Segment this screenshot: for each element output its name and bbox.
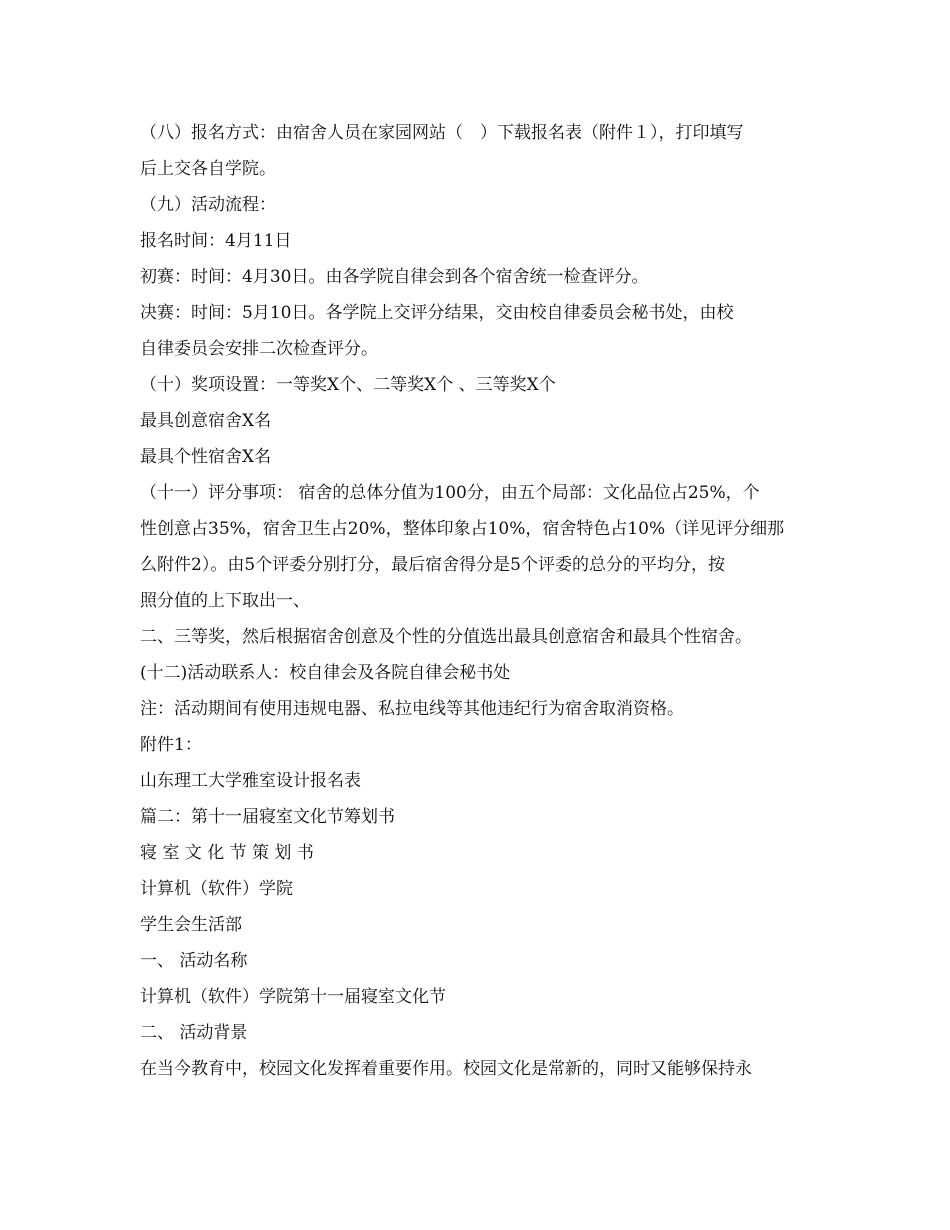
text-line: 注：活动期间有使用违规电器、私拉电线等其他违纪行为宿舍取消资格。 [140,699,684,719]
text-line: 自律委员会安排二次检查评分。 [140,339,378,359]
text-line: （十）奖项设置：一等奖X个、二等奖X个 、三等奖X个 [140,375,556,395]
text-line: 照分值的上下取出一、 [140,591,310,611]
text-line: 么附件2）。由5个评委分别打分，最后宿舍得分是5个评委的总分的平均分，按 [140,555,725,575]
section-heading: 二、 活动背景 [140,1023,248,1043]
text-line: 性创意占35%，宿舍卫生占20%，整体印象占10%，宿舍特色占10%（详见评分细那 [140,519,785,539]
text-line: 附件1： [140,735,202,755]
text-line: 在当今教育中，校园文化发挥着重要作用。校园文化是常新的，同时又能够保持永 [140,1059,752,1079]
section-heading: 篇二：第十一届寝室文化节筹划书 [140,807,395,827]
text-line: （九）活动流程： [140,195,276,215]
text-line: （八）报名方式：由宿舍人员在家园网站（ ）下载报名表（附件１），打印填写 [140,123,744,143]
text-line: 报名时间：4月11日 [140,231,292,251]
text-line: 学生会生活部 [140,915,242,935]
text-line: （十一）评分事项： 宿舍的总体分值为100分，由五个局部：文化品位占25%，个 [140,483,760,503]
text-line: 计算机（软件）学院第十一届寝室文化节 [140,987,446,1007]
text-line: 后上交各自学院。 [140,159,276,179]
text-line: 山东理工大学雅室设计报名表 [140,771,361,791]
text-line: 决赛：时间：5月10日。各学院上交评分结果，交由校自律委员会秘书处，由校 [140,303,734,323]
text-line: 最具个性宿舍X名 [140,447,272,467]
text-line: 最具创意宿舍X名 [140,411,272,431]
text-line: 二、三等奖，然后根据宿舍创意及个性的分值选出最具创意宿舍和最具个性宿舍。 [140,627,752,647]
text-line: 计算机（软件）学院 [140,879,293,899]
section-heading: 一、 活动名称 [140,951,248,971]
document-body [140,115,820,1087]
text-line: (十二)活动联系人：校自律会及各院自律会秘书处 [140,663,511,683]
document-title: 寝 室 文 化 节 策 划 书 [140,843,314,863]
text-line: 初赛：时间：4月30日。由各学院自律会到各个宿舍统一检查评分。 [140,267,649,287]
